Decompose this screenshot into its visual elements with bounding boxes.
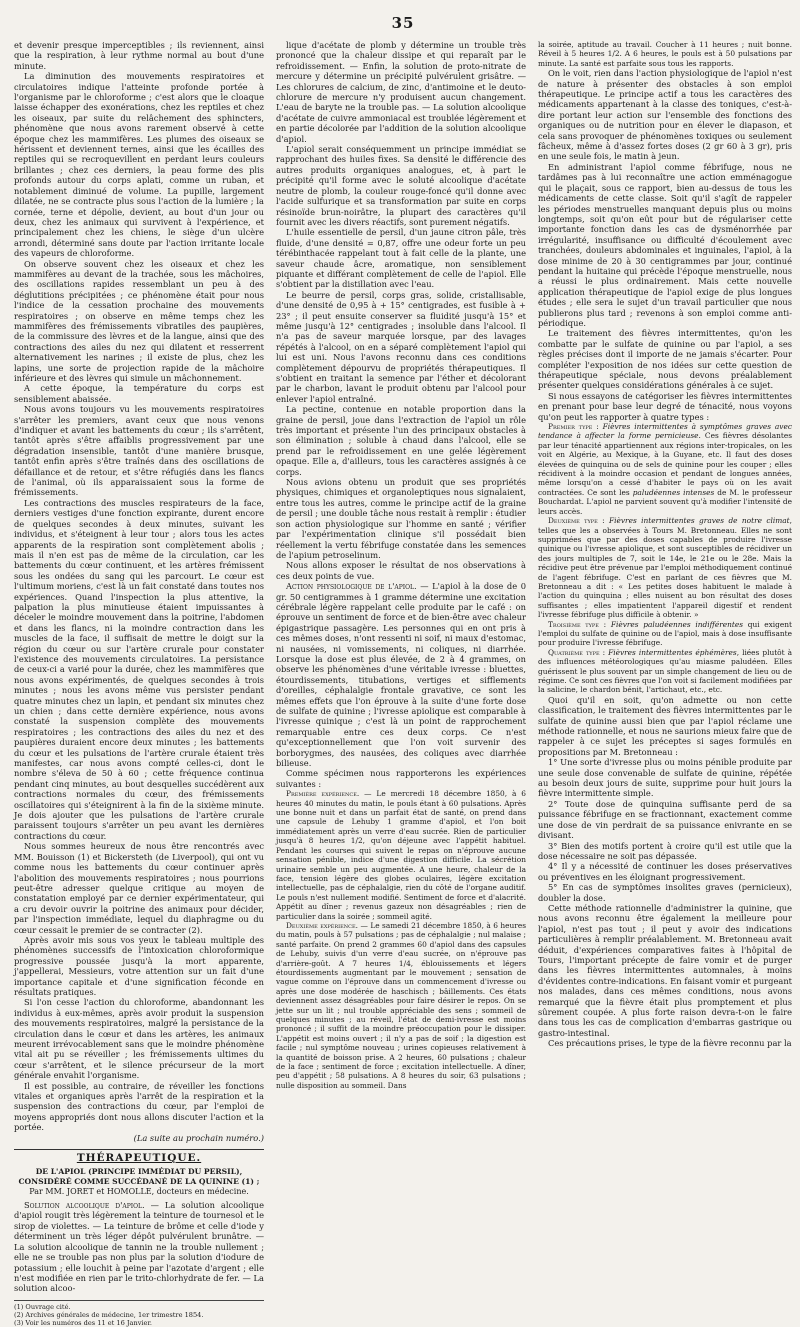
paragraph: L'huile essentielle de persil, d'un jaune citron pâle, très fluide, d'une densité = 0,87, offre une odeur forte un peu térébinthacée rappelant tout à fait celle de la plante, une saveur chaude âcre, aromatique, non sensiblement piquante et différant complètement de celle de l'apiol. Elle s'obtient par la distillation avec l'eau. bbox=[276, 227, 526, 290]
paragraph: 1° Une sorte d'ivresse plus ou moins pénible produite par une seule dose convenable de sulfate de quinine, répétée au besoin deux jours de suite, supprime pour huit jours la fièvre intermittente simple. bbox=[538, 757, 792, 799]
fever-type: Quatrième type : Fièvres intermittentes éphémères, liées plutôt à des influences météorologiques qu'au miasme paludéen. Elles guérissent le plus souvent par un simple changement de lieu ou de régime. Ce sont ces fièvres que l'on voit si facilement modifiées par la salicine, le chardon bénit, l'artichaut, etc., etc. bbox=[538, 647, 792, 695]
column-3-body bbox=[538, 68, 792, 422]
paragraph: Nous allons exposer le résultat de nos observations à ces deux points de vue. bbox=[276, 560, 526, 581]
paragraph: Ces précautions prises, le type de la fièvre reconnu par la bbox=[548, 1038, 792, 1049]
paragraph: La diminution des mouvements respiratoires et circulatoires indique l'atteinte profonde portée à l'organisme par le chloroforme ; c'est alors que le cloaque laisse échapper des exonérations, chez les reptiles et chez les oiseaux, par suite du relâchement des sphincters, phénomène que nous avons rarement observé à cette époque chez les mammifères. Les plumes des oiseaux se hérissent et deviennent ternes, ainsi que les écailles des reptiles qui se recroquevillent en perdant leurs couleurs brillantes ; chez ces derniers, la peau forme des plis profonds autour du corps aplati, comme un ruban, et notablement diminué de volume. La pupille, largement dilatée, ne se contracte plus sous l'action de la lumière ; la cornée, terne et dépolie, devient, au bout d'un jour ou deux, chez les animaux qui survivent à l'expérience, et principalement chez les chiens, le siège d'un ulcère arrondi, déterminé sans doute par l'action irritante locale des vapeurs de chloroforme. bbox=[14, 71, 264, 259]
paragraph: On observe souvent chez les oiseaux et chez les mammifères au devant de la trachée, sous les mâchoires, des oscillations rapides ressemblant un peu à des déglutitions précipitées ; ce phénomène était pour nous l'indice de la cessation prochaine des mouvements respiratoires ; on observe en même temps chez les mammifères des frémissements vibratiles des paupières, de la commissure des lèvres et de la langue, ainsi que des contractions des ailes du nez qui dilatent et resserrent alternativement les narines ; il existe de plus, chez les lapins, une sorte de projection rapide de la mâchoire inférieure et des lèvres qui simule un mâchonnement. bbox=[14, 258, 264, 383]
paragraph: 4° Il y a nécessité de continuer les doses préservatives ou préventives en les éloignant progressivement. bbox=[538, 861, 792, 882]
paragraph: Quoi qu'il en soit, qu'on admette ou non cette classification, le traitement des fièvres intermittentes par le sulfate de quinine aussi bien que par l'apiol réclame une méthode rationnelle, et nous ne saurions mieux faire que de rappeler à ce sujet les préceptes si sages formulés en propositions par M. Bretonneau : bbox=[538, 694, 792, 757]
paragraph: L'apiol serait conséquemment un principe immédiat se rapprochant des huiles fixes. Sa densité le différencie des autres produits organiques analogues, et, à part le précipité qu'il forme avec le soluté alcoolique d'acétate neutre de plomb, la couleur rouge-foncé qu'il donne avec l'acide sulfurique et sa transformation par suite en corps résinoïde brun-noirâtre, la plupart des caractères qu'il fournit avec les divers réactifs, sont purement négatifs. bbox=[276, 144, 526, 227]
fever-type: Deuxième type : Fièvres intermittentes graves de notre climat, telles que les a observées à Tours M. Bretonneau. Elles ne sont supprimées que par des doses capables de produire l'ivresse quinique ou l'ivresse apiolique, et sont susceptibles de récidiver un des jours multiples de 7, soit le 14e, le 21e ou le 28e. Mais la récidive peut être prévenue par l'emploi méthodiquement continué de l'agent fébrifuge. C'est en parlant de ces fièvres que M. Bretonneau a dit : « Les petites doses habituent le malade à l'action du quinquina ; elles nuisent au bon résultat des doses suffisantes ; elles impatientent l'appareil digestif et rendent l'ivresse fébrifuge plus difficile à obtenir. » bbox=[538, 516, 792, 620]
experiment-1: Première expérience. — Le mercredi 18 décembre 1850, à 6 heures 40 minutes du matin, le pouls étant à 60 pulsations. Après une bonne nuit et dans un parfait état de santé, on prend dans une capsule de Lehuby 1 gramme d'apiol, et l'on boit immédiatement après un verre d'eau sucrée. Rien de particulier jusqu'à 8 heures 1/2, qu'on déjeune avec l'appétit habituel. Pendant les courses qui suivent le repas on n'éprouve aucune sensation pénible, indice d'une digestion difficile. La sécrétion urinaire semble un peu augmentée. A une heure, chaleur de la face, tension légère des globes oculaires, légère excitation intellectuelle, pas de céphalalgie, rien du côté de l'organe auditif. Le pouls n'est nullement modifié. Sentiment de force et d'alacrité. Appétit au dîner ; revenus gazeux non désagréables ; rien de particulier dans la soirée ; sommeil agité. bbox=[276, 789, 526, 921]
lead-paragraph bbox=[14, 1200, 264, 1294]
footnote: (2) Archives générales de médecine, 1er trimestre 1854. bbox=[14, 1310, 204, 1319]
paragraph: Action physiologique de l'apiol. — L'apiol à la dose de 0 gr. 50 centigrammes à 1 gramme détermine une excitation cérébrale légère rappelant celle produite par le café : on éprouve un sentiment de force et de bien-être avec chaleur épigastrique passagère. Les personnes qui en ont pris à ces mêmes doses, n'ont ressenti ni soif, ni maux d'estomac, ni nausées, ni vomissements, ni coliques, ni diarrhée. Lorsque la dose est plus élevée, de 2 à 4 grammes, on observe les phénomènes d'une véritable ivresse : bluettes, étourdissements, titubations, vertiges et sifflements d'oreilles, céphalalgie frontale gravative, ce sont les mêmes effets que l'on éprouve à la suite d'une forte dose de sulfate de quinine ; l'ivresse apiolique est comparable à l'ivresse quinique ; c'est là un point de rapprochement remarquable entre ces deux corps. Ce n'est qu'exceptionnellement que l'on voit survenir des borborygmes, des nausées, des coliques avec diarrhée bilieuse. bbox=[276, 581, 527, 769]
paragraph: Cette méthode rationnelle d'administrer la quinine, que nous avons reconnu être également la meilleure pour l'apiol, n'est pas tout ; il peut y avoir des indications particulières à remplir préalablement. M. Bretonneau avait déduit, d'expériences comparatives faites à l'hôpital de Tours, l'important précepte de faire vomir et de purger dans les fièvres intermittentes automnales, à moins d'évidentes contre-indications. En faisant vomir et purgeant nos malades, dans ces mêmes conditions, nous avons remarqué que la fièvre était plus promptement et plus sûrement coupée. A plus forte raison devra-t-on le faire dans tous les cas de complication d'embarras gastrique ou gastro-intestinal. bbox=[538, 902, 792, 1038]
paragraph: Comme spécimen nous rapporterons les expériences suivantes : bbox=[276, 768, 526, 789]
paragraph: On le voit, rien dans l'action physiologique de l'apiol n'est de nature à présenter des obstacles à son emploi thérapeutique. Le principe actif a tous les caractères des médicaments appartenant à la classe des toniques, c'est-à-dire portant leur action sur l'ensemble des fonctions des organiques ou de nutrition pour en élever le diapason, et cela sans provoquer de phénomènes toxiques ou seulement fâcheux, même à d'assez fortes doses (2 gr 60 à 3 gr), pris en une seule fois, le matin à jeun. bbox=[538, 68, 792, 162]
column-3-body-2 bbox=[538, 695, 792, 1049]
column-1 bbox=[14, 40, 264, 1327]
section-title: THÉRAPEUTIQUE. bbox=[76, 1152, 202, 1165]
article-heading: DE L'APIOL (PRINCIPE IMMÉDIAT DU PERSIL), CONSIDÉRÉ COMME SUCCÉDANÉ DE LA QUININE (1) ; bbox=[18, 1167, 260, 1187]
footnote: (3) Voir les numéros des 11 et 16 Janvier. bbox=[14, 1319, 152, 1327]
paragraph: Le beurre de persil, corps gras, solide, cristallisable, d'une densité de 0,95 à + 15° centigrades, est fusible à + 23° ; il peut ensuite conserver sa fluidité jusqu'à 15° et même jusqu'à 12° centigrades ; insoluble dans l'alcool. Il n'a pas de saveur marquée lorsque, par des lavages répétés à l'alcool, on en a séparé complètement l'apiol qui lui est uni. Nous l'avons reconnu dans ces conditions complètement dépourvu de propriétés thérapeutiques. Il s'obtient en traitant la semence par l'éther et décolorant par le charbon, lavant le produit obtenu par l'alcool pour enlever l'apiol entraîné. bbox=[276, 289, 526, 404]
column-3 bbox=[538, 40, 792, 1327]
paragraph: Après avoir mis sous vos yeux le tableau multiple des phénomènes successifs de l'intoxication chloroformique progressive poussée jusqu'à la mort apparente, j'appellerai, Messieurs, votre attention sur un fait d'une importance capitale et d'une signification féconde en résultats pratiques. bbox=[14, 934, 264, 997]
column-2-body bbox=[276, 40, 526, 789]
section-rule bbox=[14, 1149, 264, 1150]
footnote: (1) Ouvrage cité. bbox=[14, 1302, 71, 1311]
columns bbox=[14, 40, 792, 1327]
paragraph: 2° Toute dose de quinquina suffisante perd de sa puissance fébrifuge en se fractionnant, exactement comme une dose de vin perdrait de sa puissance enivrante en se divisant. bbox=[538, 798, 792, 841]
column-2 bbox=[276, 40, 526, 1327]
paragraph: Il est possible, au contraire, de réveiller les fonctions vitales et organiques après l'arrêt de la respiration et la suspension des contractions du cœur, par l'emploi de moyens appropriés dont nous allons discuter l'action et la portée. bbox=[14, 1080, 264, 1133]
experiment-2-end: la soirée, aptitude au travail. Coucher à 11 heures ; nuit bonne. Réveil à 5 heures 1/2. A 6 heures, le pouls est à 50 pulsations par minute. La santé est parfaite sous tous les rapports. bbox=[538, 40, 792, 68]
paragraph: Les contractions des muscles respirateurs de la face, derniers vestiges d'une fonction expirante, durent encore de quelques secondes à deux minutes, suivant les individus, et s'éteignent à leur tour ; alors tous les actes apparents de la respiration sont complètement abolis ; mais il n'en est pas de même de la circulation, car les battements du cœur continuent, et les artères frémissent sous les ondées du sang qui les parcourt. Le cœur est l'ultimum moriens, c'est là un fait constaté dans toutes nos expériences. Quand l'inspection la plus attentive, la palpation la plus minutieuse étaient impuissantes à déceler le moindre mouvement dans la poitrine, l'abdomen et dans les flancs, ni la moindre contraction dans les muscles de la face, il suffisait de mettre le doigt sur la région du cœur ou sur l'artère crurale pour constater l'existence des mouvements circulatoires. La persistance de ceux-ci a varié pour la durée, chez les mammifères que nous avons expérimentés, de quelques secondes à trois minutes ; nous les avons même vus persister pendant quatre minutes chez un lapin, et pendant six minutes chez un chien ; dans cette dernière expérience, nous avons constaté la suspension complète des mouvements respiratoires ; les contractions des ailes du nez et des paupières duraient encore deux minutes ; les battements du cœur et les pulsations de l'artère crurale étaient très manifestes, car nous avons compté celles-ci, dont le nombre s'éleva de 50 à 60 ; cette fréquence continua pendant cinq minutes, au bout desquelles succédèrent aux contractions normales du cœur, des frémissements oscillatoires qui s'éteignirent à la fin de la sixième minute. Je dois ajouter que les pulsations de l'artère crurale paraissent toujours s'arrêter un peu avant les dernières contractions du cœur. bbox=[14, 497, 264, 841]
paragraph: 5° En cas de symptômes insolites graves (pernicieux), doubler la dose. bbox=[538, 882, 792, 903]
article-authors: Par MM. JORET et HOMOLLE, docteurs en médecine. bbox=[29, 1186, 249, 1196]
paragraph: En administrant l'apiol comme fébrifuge, nous ne tardâmes pas à lui reconnaître une action emménagogue qui le plaçait, sous ce rapport, bien au-dessus de tous les médicaments de cette classe. Soit qu'il s'agît de rappeler les périodes menstruelles manquant depuis plus ou moins longtemps, soit qu'on eût pour but de régulariser cette importante fonction dans les cas de dysménorrhée par irrégularité, insuffisance ou difficulté d'écoulement avec tranchées, douleurs abdominales et inguinales, l'apiol, à la dose minime de 20 à 30 centigrammes par jour, continué pendant la huitaine qui précède l'époque menstruelle, nous a réussi le plus ordinairement. Mais cette nouvelle application thérapeutique de l'apiol exige de plus longues études ; elle sera le sujet d'un travail particulier que nous publierons plus tard ; revenons à son emploi comme anti-périodique. bbox=[538, 161, 792, 328]
paragraph: Nous avions obtenu un produit que ses propriétés physiques, chimiques et organoleptiques nous signalaient, entre tous les autres, comme le principe actif de la graine de persil ; une double tâche nous restait à remplir : étudier son action physiologique sur l'homme en santé ; vérifier par l'expérimentation clinique s'il possédait bien réellement la vertu fébrifuge constatée dans les semences de l'apium petroselinum. bbox=[276, 477, 526, 560]
paragraph: La pectine, contenue en notable proportion dans la graine de persil, joue dans l'extraction de l'apiol un rôle très important et présente l'un des principaux obstacles à son élimination ; soluble à chaud dans l'alcool, elle se prend par le refroidissement en une gelée légèrement opaque. Elle a, d'ailleurs, tous les caractères assignés à ce corps. bbox=[276, 404, 526, 477]
paragraph: A cette époque, la température du corps est sensiblement abaissée. bbox=[14, 383, 264, 404]
lead-text: — La solution alcoolique d'apiol rougit très légèrement la teinture de tournesol et le sirop de violettes. — La teinture de brôme et celle d'iode y déterminent un très léger dépôt pulvérulent brunâtre. — La solution alcoolique de tannin ne la trouble nullement ; elle ne se trouble pas non plus par la solution d'iodure de potassium ; elle louchit à peine par l'azotate d'argent ; elle n'est modifiée en rien par le trito-chlorhydrate de fer. — La solution alcoo- bbox=[14, 1200, 264, 1294]
paragraph: Nous avons toujours vu les mouvements respiratoires s'arrêter les premiers, avant ceux que nous venons d'indiquer et avant les battements du cœur ; ils s'arrêtent, tantôt après s'être affaiblis progressivement par une dégradation insensible, tantôt d'une manière brusque, tantôt enfin après s'être traînés dans des oscillations de défaillance et de retour, et s'être réfugiés dans les flancs de l'animal, où ils apparaissaient sous la forme de frémissements. bbox=[14, 404, 264, 498]
lead-label: Solution alcoolique d'apiol. bbox=[24, 1200, 145, 1211]
paragraph: Si l'on cesse l'action du chloroforme, abandonnant les individus à eux-mêmes, après avoir produit la suspension des mouvements respiratoires, malgré la persistance de la circulation dans le cœur et dans les artères, les animaux meurent irrévocablement sans que le moindre phénomène vital ait pu se réveiller ; les frémissements ultimes du cœur s'arrêtent, et le silence précurseur de la mort générale envahit l'organisme. bbox=[14, 997, 264, 1081]
column-1-body bbox=[14, 40, 264, 1133]
continued-note: (La suite au prochain numéro.) bbox=[133, 1132, 264, 1143]
footnotes bbox=[14, 1300, 264, 1327]
paragraph: et devenir presque imperceptibles ; ils reviennent, ainsi que la respiration, à leur rythme normal au bout d'une minute. bbox=[14, 40, 264, 71]
paragraph: Si nous essayons de catégoriser les fièvres intermittentes en prenant pour base leur degré de ténacité, nous voyons qu'on peut les rapporter à quatre types : bbox=[538, 390, 792, 422]
fever-type: Troisième type : Fièvres paludéennes indifférentes qui exigent l'emploi du sulfate de quinine ou de l'apiol, mais à dose insuffisante pour produire l'ivresse fébrifuge. bbox=[538, 619, 792, 648]
fever-types bbox=[538, 422, 792, 695]
fever-type: Premier type : Fièvres intermittentes à symptômes graves avec tendance à affecter la forme pernicieuse. Ces fièvres désolantes par leur ténacité appartiennent aux régions inter-tropicales, on les voit en Algérie, au Mexique, à la Guyane, etc. Il faut des doses élevées de quinquina ou de sels de quinine pour les couper ; elles récidivent à la moindre occasion et pendant de longues années, même lorsqu'on a cessé d'habiter le pays où on les avait contractées. Ce sont les paludéennes intenses de M. le professeur Bouchardat. L'apiol ne parvient souvent qu'à modifier l'intensité de leurs accès. bbox=[538, 422, 793, 516]
paragraph: lique d'acétate de plomb y détermine un trouble très prononcé que la chaleur dissipe et qui reparaît par le refroidissement. — Enfin, la solution de proto-nitrate de mercure y détermine un précipité pulvérulent grisâtre. — Les chlorures de calcium, de zinc, d'antimoine et le deuto-chlorure de mercure n'y produisent aucun changement. L'eau de baryte ne la trouble pas. — La solution alcoolique d'acétate de cuivre ammoniacal est troublée légèrement et en partie décolorée par l'addition de la solution alcoolique d'apiol. bbox=[276, 40, 526, 144]
paragraph: 3° Bien des motifs portent à croire qu'il est utile que la dose nécessaire ne soit pas dépassée. bbox=[538, 840, 792, 861]
paragraph: Nous sommes heureux de nous être rencontrés avec MM. Bouisson (1) et Bickersteth (de Liverpool), qui ont vu comme nous les battements du cœur continuer après l'abolition des mouvements respiratoires ; nous pourrions peut-être adresser quelque critique au moyen de constatation employé par ce dernier expérimentateur, qui a cru devoir ouvrir la poitrine des animaux pour décider, par l'inspection immédiate, lequel du diaphragme ou du cœur cessait le premier de se contracter (2). bbox=[14, 841, 264, 935]
paragraph: Le traitement des fièvres intermittentes, qu'on les combatte par le sulfate de quinine ou par l'apiol, a ses règles précises dont il importe de ne jamais s'écarter. Pour compléter l'exposition de nos idées sur cette question de thérapeutique spéciale, nous devons préalablement présenter quelques considérations générales à ce sujet. bbox=[538, 328, 792, 391]
page-number: 35 bbox=[391, 14, 415, 32]
experiment-2: Deuxième expérience. — Le samedi 21 décembre 1850, à 6 heures du matin, pouls à 57 pulsations ; pas de céphalalgie ; nul malaise ; santé parfaite. On prend 2 grammes 60 d'apiol dans des capsules de Lehuby, suivis d'un verre d'eau sucrée, on n'éprouve pas d'arrière-goût. A 7 heures 1/4, éblouissements et légers étourdissements augmentant par le mouvement ; sensation de vague comme on l'éprouve dans un commencement d'ivresse ou après une dose modérée de haschisch ; bâillements. Ces états deviennent assez désagréables pour faire désirer le repos. On se jette sur un lit ; nul trouble appréciable des sens ; sommeil de quelques minutes ; au réveil, l'état de demi-ivresse est moins prononcé ; il suffit de la moindre préoccupation pour le dissiper. L'appétit est moins ouvert ; il n'y a pas de soif ; la digestion est facile ; nul symptôme nouveau ; urines copieuses relativement à la quantité de boisson prise. A 2 heures, 60 pulsations ; chaleur de la face ; sentiment de force ; excitation intellectuelle. A dîner, peu d'appétit ; 58 pulsations. A 8 heures du soir, 63 pulsations ; nulle disposition au sommeil. Dans bbox=[276, 920, 526, 1090]
